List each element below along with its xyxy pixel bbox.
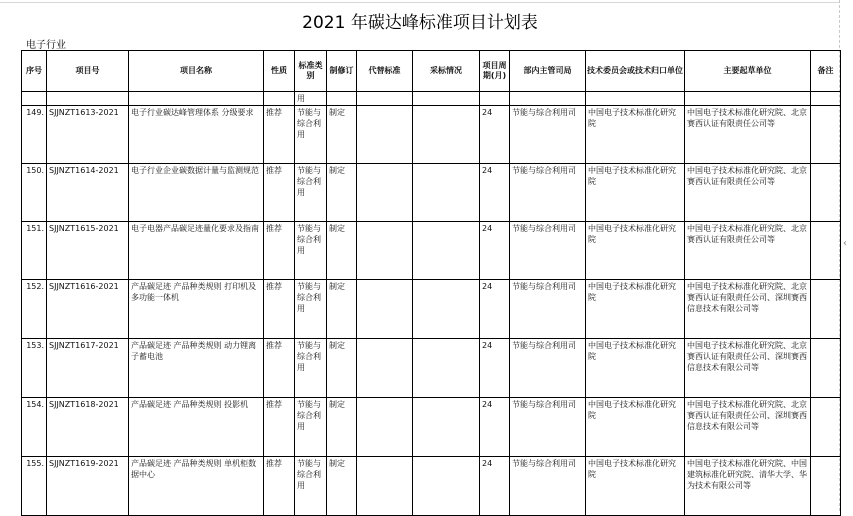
cell-period: 24 [480,339,510,398]
page-title: 2021 年碳达峰标准项目计划表 [302,13,538,33]
cell-category: 节能与综合利用 [295,106,327,164]
cell-replaces [357,339,413,398]
cell-dept: 节能与综合利用司 [510,339,586,398]
table-row [22,106,841,164]
cell-code: SJJNZT1615-2021 [47,222,129,280]
cell-drafter: 中国电子技术标准化研究院、北京赛西认证有限责任公司等 [685,164,811,222]
cell-category: 节能与综合利用 [295,398,327,457]
table-row [22,164,841,222]
cell-replaces [357,164,413,222]
cell-drafter: 中国电子技术标准化研究院、中国建筑标准化研究院、清华大学、华为技术有限公司等 [685,457,811,516]
cell-dept: 节能与综合利用司 [510,222,586,280]
header-dept: 部内主管司局 [510,51,586,92]
cell-revision: 制定 [327,457,357,516]
cell-drafter: 中国电子技术标准化研究院、北京赛西认证有限责任公司、深圳赛西信息技术有限公司等 [685,280,811,339]
table-row [22,222,841,280]
cell-name: 产品碳足迹 产品种类规则 单机柜数据中心 [129,457,264,516]
header-nature: 性质 [264,51,295,92]
cell-category: 节能与综合利用 [295,164,327,222]
cell-nature: 推荐 [264,339,295,398]
cell-code: SJJNZT1619-2021 [47,457,129,516]
cell-replaces [357,222,413,280]
cell-revision: 制定 [327,398,357,457]
cell-name: 电子行业企业碳数据计量与监测规范 [129,164,264,222]
cell-category-tail: 用 [295,92,327,106]
header-category: 标准类别 [295,51,327,92]
cell-category: 节能与综合利用 [295,280,327,339]
cell-dept: 节能与综合利用司 [510,457,586,516]
header-adoption: 采标情况 [413,51,480,92]
header-name: 项目名称 [129,51,264,92]
cell-adoption [413,457,480,516]
cell-nature: 推荐 [264,222,295,280]
cell-period: 24 [480,164,510,222]
cell-period: 24 [480,106,510,164]
header-notes: 备注 [811,51,841,92]
cell-period: 24 [480,222,510,280]
cell-code: SJJNZT1618-2021 [47,398,129,457]
header-row [22,51,841,92]
cell-code: SJJNZT1613-2021 [47,106,129,164]
cell-category: 节能与综合利用 [295,339,327,398]
cell-adoption [413,106,480,164]
cell-committee: 中国电子技术标准化研究院 [586,106,685,164]
cell-code: SJJNZT1617-2021 [47,339,129,398]
header-period: 项目周期(月) [480,51,510,92]
cell-seq: 153. [22,339,47,398]
cell-nature: 推荐 [264,106,295,164]
cell-revision: 制定 [327,164,357,222]
cell-seq: 149. [22,106,47,164]
cell-adoption [413,398,480,457]
header-committee: 技术委员会或技术归口单位 [586,51,685,92]
standards-plan-table [21,50,841,516]
cell-name: 电子行业碳达峰管理体系 分级要求 [129,106,264,164]
cell-notes [811,280,841,339]
header-seq: 序号 [22,51,47,92]
cell-notes [811,106,841,164]
table-row [22,398,841,457]
cell-committee: 中国电子技术标准化研究院 [586,398,685,457]
cell-dept: 节能与综合利用司 [510,106,586,164]
cell-replaces [357,280,413,339]
page-top-border [0,2,840,3]
cell-category: 节能与综合利用 [295,457,327,516]
cell-committee: 中国电子技术标准化研究院 [586,280,685,339]
cell-revision: 制定 [327,222,357,280]
section-label: 电子行业 [26,40,66,51]
cell-committee: 中国电子技术标准化研究院 [586,222,685,280]
cell-dept: 节能与综合利用司 [510,164,586,222]
cell-notes [811,457,841,516]
cell-dept: 节能与综合利用司 [510,398,586,457]
cell-seq: 155. [22,457,47,516]
table-row [22,457,841,516]
cell-revision: 制定 [327,339,357,398]
header-replaces: 代替标准 [357,51,413,92]
cell-category: 节能与综合利用 [295,222,327,280]
cell-name: 产品碳足迹 产品种类规则 投影机 [129,398,264,457]
cell-adoption [413,222,480,280]
cell-period: 24 [480,398,510,457]
cell-notes [811,222,841,280]
cell-notes [811,339,841,398]
cell-committee: 中国电子技术标准化研究院 [586,339,685,398]
cell-replaces [357,457,413,516]
cell-seq: 154. [22,398,47,457]
cell-adoption [413,339,480,398]
cell-drafter: 中国电子技术标准化研究院、北京赛西认证有限责任公司、深圳赛西信息技术有限公司等 [685,398,811,457]
cell-name: 产品碳足迹 产品种类规则 打印机及多功能一体机 [129,280,264,339]
cell-adoption [413,280,480,339]
cell-nature: 推荐 [264,280,295,339]
cell-name: 产品碳足迹 产品种类规则 动力锂离子蓄电池 [129,339,264,398]
cell-dept: 节能与综合利用司 [510,280,586,339]
cell-seq: 151. [22,222,47,280]
cell-revision: 制定 [327,280,357,339]
cell-committee: 中国电子技术标准化研究院 [586,164,685,222]
cell-seq: 150. [22,164,47,222]
cell-period: 24 [480,457,510,516]
table-row [22,339,841,398]
cell-replaces [357,398,413,457]
cell-code: SJJNZT1616-2021 [47,280,129,339]
cell-period: 24 [480,280,510,339]
cell-drafter: 中国电子技术标准化研究院、北京赛西认证有限责任公司等 [685,106,811,164]
cell-code: SJJNZT1614-2021 [47,164,129,222]
cell-nature: 推荐 [264,164,295,222]
cell-committee: 中国电子技术标准化研究院 [586,457,685,516]
cell-nature: 推荐 [264,398,295,457]
cell-drafter: 中国电子技术标准化研究院、北京赛西认证有限责任公司、深圳赛西信息技术有限公司等 [685,339,811,398]
header-revision: 制修订 [327,51,357,92]
cell-notes [811,398,841,457]
header-drafter: 主要起草单位 [685,51,811,92]
table-row [22,280,841,339]
cell-name: 电子电器产品碳足迹量化要求及指南 [129,222,264,280]
cell-adoption [413,164,480,222]
table-row-continued [22,92,841,106]
cell-notes [811,164,841,222]
header-code: 项目号 [47,51,129,92]
scroll-arrow-icon[interactable]: ‹ [843,238,847,249]
cell-drafter: 中国电子技术标准化研究院、北京赛西认证有限责任公司等 [685,222,811,280]
cell-revision: 制定 [327,106,357,164]
cell-seq: 152. [22,280,47,339]
cell-replaces [357,106,413,164]
cell-nature: 推荐 [264,457,295,516]
